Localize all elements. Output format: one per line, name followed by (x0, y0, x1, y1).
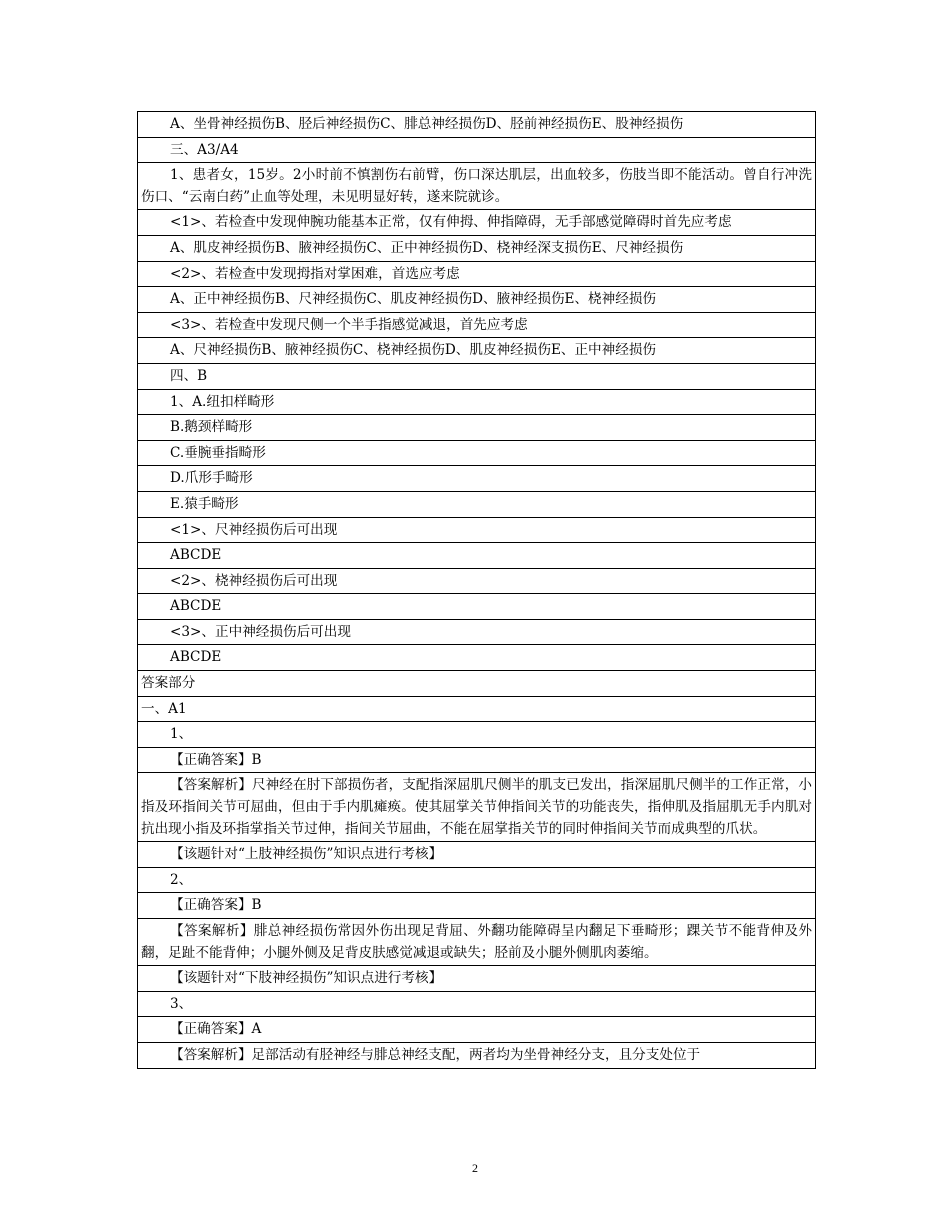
table-cell: 【正确答案】A (138, 1017, 816, 1043)
table-cell: C.垂腕垂指畸形 (138, 440, 816, 466)
table-cell: 四、B (138, 363, 816, 389)
table-row (138, 773, 816, 842)
table-cell: ABCDE (138, 543, 816, 569)
table-row (138, 235, 816, 261)
table-row (138, 466, 816, 492)
table-cell: A、坐骨神经损伤B、胫后神经损伤C、腓总神经损伤D、胫前神经损伤E、股神经损伤 (138, 112, 816, 138)
table-row (138, 338, 816, 364)
table-row (138, 517, 816, 543)
table-cell: <3>、若检查中发现尺侧一个半手指感觉减退，首先应考虑 (138, 312, 816, 338)
table-row (138, 645, 816, 671)
table-row (138, 440, 816, 466)
table-cell: <2>、桡神经损伤后可出现 (138, 568, 816, 594)
table-cell: ABCDE (138, 594, 816, 620)
table-row (138, 991, 816, 1017)
table-cell: <3>、正中神经损伤后可出现 (138, 619, 816, 645)
table-cell: 【答案解析】腓总神经损伤常因外伤出现足背屈、外翻功能障碍呈内翻足下垂畸形；踝关节不能背伸及外翻，足趾不能背伸；小腿外侧及足背皮肤感觉减退或缺失；胫前及小腿外侧肌肉萎缩。 (138, 919, 816, 966)
table-row (138, 1042, 816, 1068)
table-row (138, 287, 816, 313)
table-row (138, 312, 816, 338)
table-cell: 【答案解析】足部活动有胫神经与腓总神经支配，两者均为坐骨神经分支，且分支处位于 (138, 1042, 816, 1068)
table-cell: 【正确答案】B (138, 747, 816, 773)
table-row (138, 619, 816, 645)
table-cell: E.猿手畸形 (138, 491, 816, 517)
table-cell: <2>、若检查中发现拇指对掌困难，首选应考虑 (138, 261, 816, 287)
table-cell: 三、A3/A4 (138, 137, 816, 163)
table-row (138, 112, 816, 138)
table-cell: <1>、若检查中发现伸腕功能基本正常，仅有伸拇、伸指障碍，无手部感觉障碍时首先应考虑 (138, 210, 816, 236)
document-table (137, 111, 816, 1069)
table-row (138, 671, 816, 697)
table-cell: 1、 (138, 722, 816, 748)
table-cell: 1、A.纽扣样畸形 (138, 389, 816, 415)
table-cell: 1、患者女，15岁。2小时前不慎割伤右前臂，伤口深达肌层，出血较多，伤肢当即不能活动。曾自行冲洗伤口、“云南白药”止血等处理，未见明显好转，遂来院就诊。 (138, 163, 816, 210)
table-row (138, 415, 816, 441)
table-row (138, 594, 816, 620)
table-cell: 【该题针对“下肢神经损伤”知识点进行考核】 (138, 966, 816, 992)
table-cell: 【正确答案】B (138, 893, 816, 919)
table-cell: 2、 (138, 867, 816, 893)
table-row (138, 137, 816, 163)
table-cell: A、肌皮神经损伤B、腋神经损伤C、正中神经损伤D、桡神经深支损伤E、尺神经损伤 (138, 235, 816, 261)
table-cell: 【答案解析】尺神经在肘下部损伤者，支配指深屈肌尺侧半的肌支已发出，指深屈肌尺侧半的工作正常，小指及环指间关节可屈曲，但由于手内肌瘫痪。使其屈掌关节伸指间关节的功能丧失，指伸肌及指屈肌无手内肌对抗出现小指及环指掌指关节过伸，指间关节屈曲，不能在屈掌指关节的同时伸指间关节而成典型的爪状。 (138, 773, 816, 842)
table-cell: 3、 (138, 991, 816, 1017)
table-row (138, 363, 816, 389)
table-row (138, 568, 816, 594)
table-row (138, 919, 816, 966)
table-row (138, 842, 816, 868)
table-row (138, 210, 816, 236)
table-cell: B.鹅颈样畸形 (138, 415, 816, 441)
table-row (138, 747, 816, 773)
table-cell: D.爪形手畸形 (138, 466, 816, 492)
table-cell: 【该题针对“上肢神经损伤”知识点进行考核】 (138, 842, 816, 868)
table-row (138, 261, 816, 287)
table-row (138, 893, 816, 919)
table-row (138, 722, 816, 748)
table-row (138, 696, 816, 722)
table-row (138, 867, 816, 893)
table-cell: ABCDE (138, 645, 816, 671)
table-cell: <1>、尺神经损伤后可出现 (138, 517, 816, 543)
table-cell: 一、A1 (138, 696, 816, 722)
table-row (138, 1017, 816, 1043)
table-row (138, 163, 816, 210)
table-row (138, 491, 816, 517)
table-cell: A、正中神经损伤B、尺神经损伤C、肌皮神经损伤D、腋神经损伤E、桡神经损伤 (138, 287, 816, 313)
table-row (138, 966, 816, 992)
document-table-body (138, 112, 816, 1069)
table-row (138, 543, 816, 569)
table-row (138, 389, 816, 415)
page-number: 2 (472, 1161, 478, 1175)
table-cell: 答案部分 (138, 671, 816, 697)
table-cell: A、尺神经损伤B、腋神经损伤C、桡神经损伤D、肌皮神经损伤E、正中神经损伤 (138, 338, 816, 364)
